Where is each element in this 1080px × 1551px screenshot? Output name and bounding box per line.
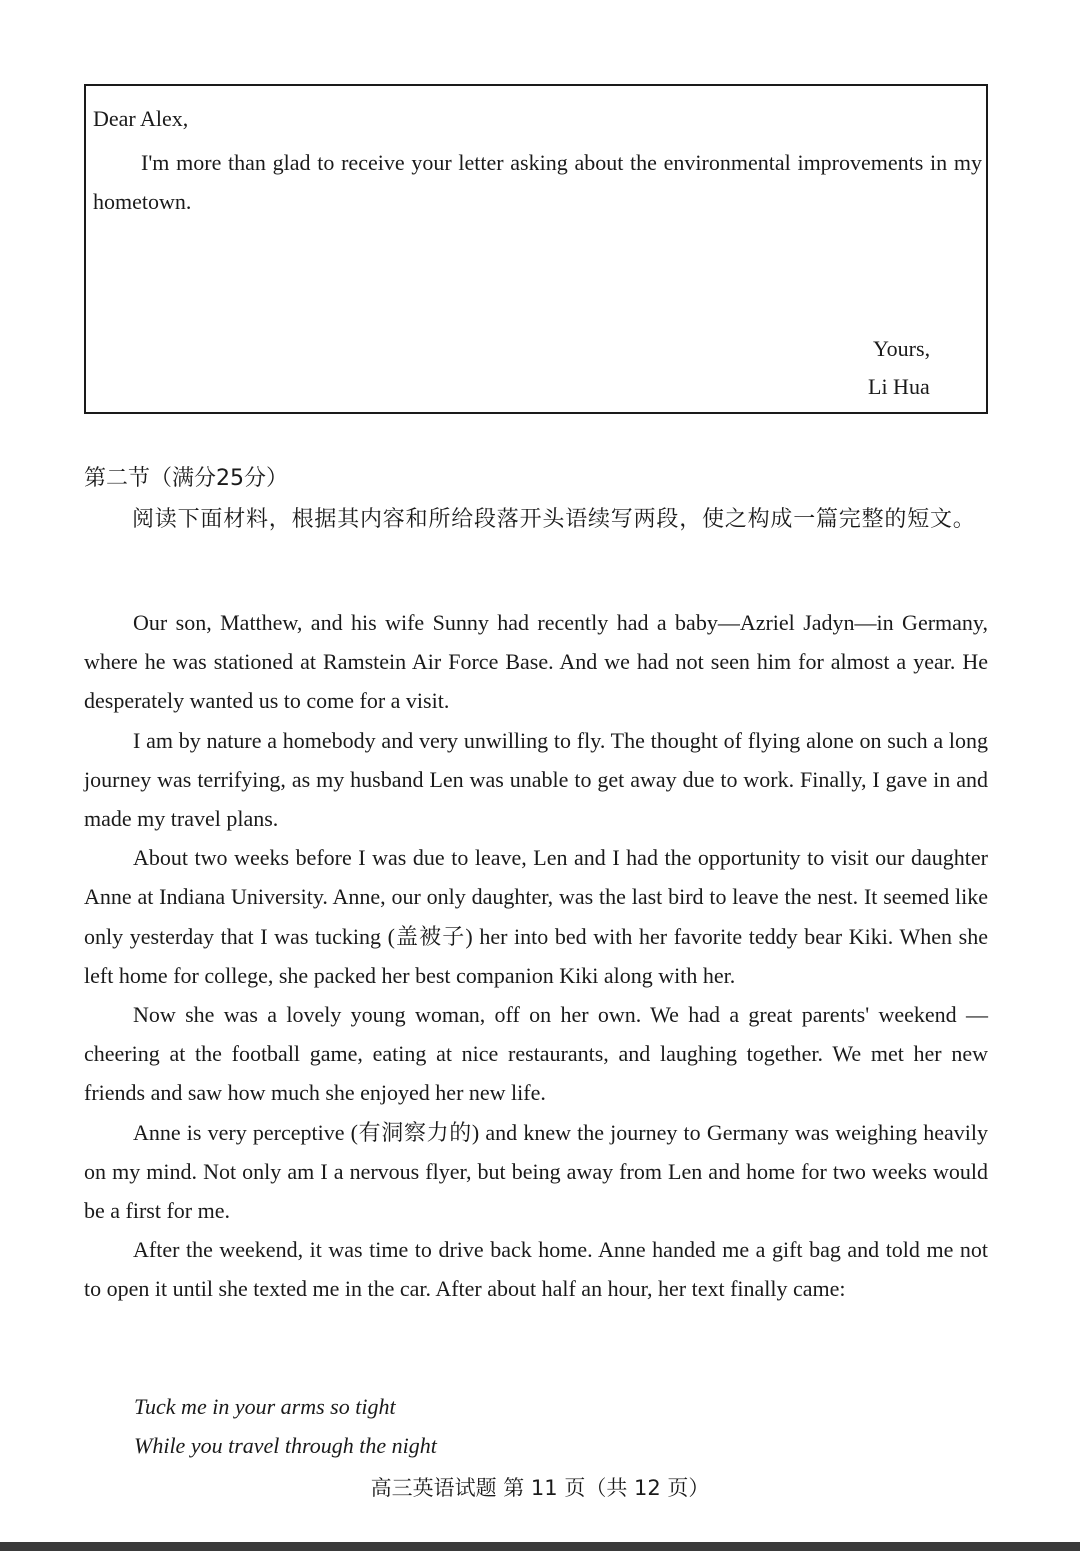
scan-bottom-edge xyxy=(0,1542,1080,1551)
letter-salutation: Dear Alex, xyxy=(93,106,189,131)
story-paragraph: I am by nature a homebody and very unwilling to fly. The thought of flying alone on such a long journey was terrifying, as my husband Len was unable to get away due to work. Finally, I gave in and made my travel plans. xyxy=(84,727,988,832)
letter-signature: Li Hua xyxy=(868,374,930,399)
letter-writing-box xyxy=(84,84,988,414)
story-paragraph: About two weeks before I was due to leave, Len and I had the opportunity to visit our daughter Anne at Indiana University. Anne, our only daughter, was the last bird to leave the nest. It seemed like only yesterday that I was tucking (盖被子) her into bed with her favorite teddy bear Kiki. When she left home for college, she packed her best companion Kiki along with her. xyxy=(84,845,988,988)
story-paragraph: Anne is very perceptive (有洞察力的) and knew the journey to Germany was weighing heavily on my mind. Not only am I a nervous flyer, but being away from Len and home for two weeks would be a first for me. xyxy=(84,1119,988,1224)
story-paragraph: Now she was a lovely young woman, off on her own. We had a great parents' weekend —cheering at the football game, eating at nice restaurants, and laughing together. We met her new friends and saw how much she enjoyed her new life. xyxy=(84,1002,988,1106)
poem-line: Tuck me in your arms so tight xyxy=(134,1394,396,1419)
letter-closing: Yours, xyxy=(873,336,931,361)
page-footer: 高三英语试题 第 11 页（共 12 页） xyxy=(370,1476,710,1500)
section-heading: 第二节（满分25分） xyxy=(84,466,288,491)
letter-body: I'm more than glad to receive your letter asking about the environmental improvements in my hometown. xyxy=(93,150,982,214)
story-paragraph: After the weekend, it was time to drive back home. Anne handed me a gift bag and told me not to open it until she texted me in the car. After about half an hour, her text finally came: xyxy=(84,1237,988,1302)
story-paragraph: Our son, Matthew, and his wife Sunny had recently had a baby—Azriel Jadyn—in Germany, where he was stationed at Ramstein Air Force Base. And we had not seen him for almost a year. He desperately wanted us to come for a visit. xyxy=(84,610,988,714)
poem-line: While you travel through the night xyxy=(134,1433,437,1458)
section-instruction: 阅读下面材料，根据其内容和所给段落开头语续写两段，使之构成一篇完整的短文。 xyxy=(132,507,976,532)
story-passage xyxy=(84,603,988,1309)
